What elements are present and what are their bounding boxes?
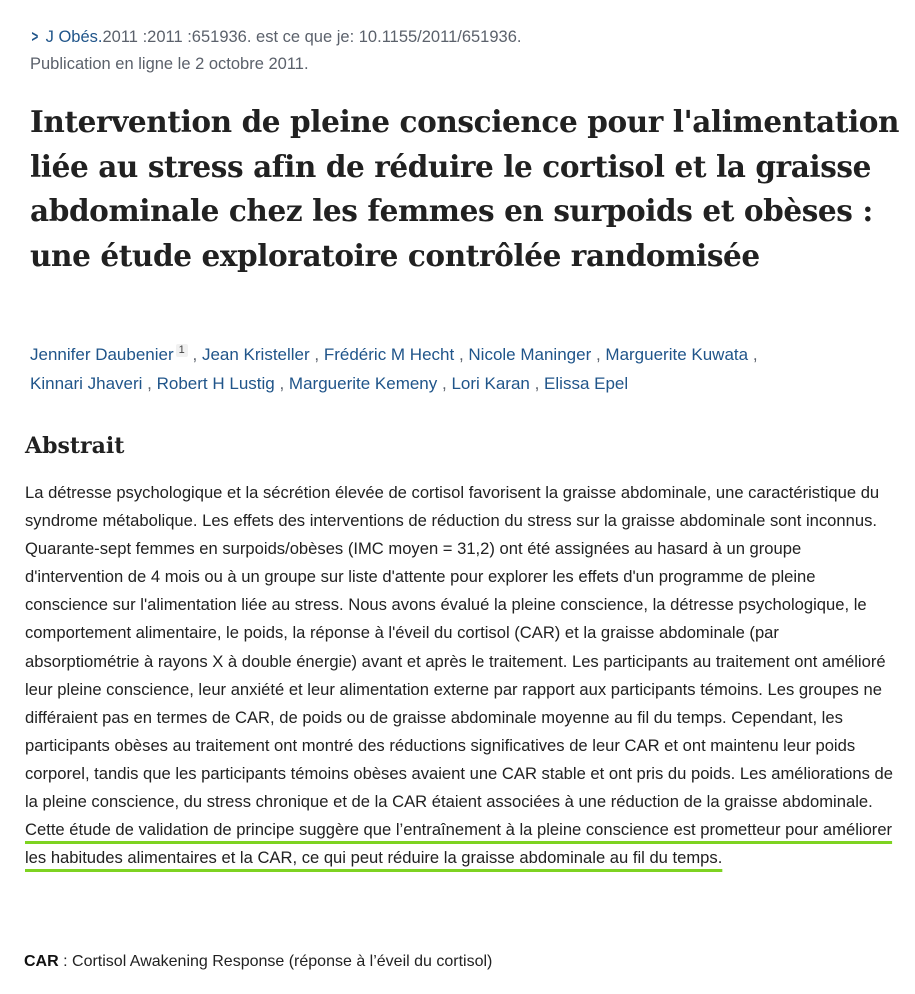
affiliation-marker[interactable]: 1: [176, 344, 188, 357]
author-link[interactable]: Frédéric M Hecht: [323, 345, 455, 364]
author-link[interactable]: Elissa Epel: [544, 374, 629, 393]
abstract-heading: Abstrait: [25, 433, 125, 459]
author-link[interactable]: Robert H Lustig: [156, 374, 275, 393]
author-list: [30, 340, 900, 398]
author-separator: ,: [187, 345, 202, 364]
author-link[interactable]: Jean Kristeller: [201, 345, 310, 364]
article-title: Intervention de pleine conscience pour l'alimentation liée au stress afin de réduire le cortisol et la graisse abdominale chez les femmes en surpoids et obèses : une étude exploratoire contrôlée randomisée: [30, 104, 900, 273]
highlighted-conclusion: Cette étude de validation de principe suggère que l’entraînement à la pleine conscience est prometteur pour améliorer les habitudes alimentaires et la CAR, ce qui peut réduire la graisse abdominale au fil du temps.: [25, 820, 893, 868]
publication-date: Publication en ligne le 2 octobre 2011.: [30, 55, 309, 73]
author-separator: ,: [454, 345, 469, 364]
author-link[interactable]: Jennifer Daubenier: [30, 345, 174, 364]
author-link[interactable]: Lori Karan: [451, 374, 530, 393]
author-separator: ,: [274, 374, 289, 393]
footnote: [24, 950, 492, 974]
author-link[interactable]: Marguerite Kemeny: [288, 374, 438, 393]
author-separator: ,: [529, 374, 545, 393]
author-separator: ,: [591, 345, 606, 364]
chevron-right-icon[interactable]: >: [31, 28, 39, 46]
author-link[interactable]: Nicole Maninger: [468, 345, 592, 364]
author-separator: ,: [748, 345, 758, 364]
author-separator: ,: [437, 374, 452, 393]
journal-link[interactable]: J Obés.: [45, 28, 103, 46]
abstract-main-text: La détresse psychologique et la sécrétion élevée de cortisol favorisent la graisse abdominale, une caractéristique du syndrome métabolique. Les effets des interventions de réduction du stress sur la graisse abdominale sont inconnus. Quarante-sept femmes en surpoids/obèses (IMC moyen = 31,2) ont été assignées au hasard à un groupe d'intervention de 4 mois ou à un groupe sur liste d'attente pour explorer les effets d'un programme de pleine conscience sur l'alimentation liée au stress. Nous avons évalué la pleine conscience, la détresse psychologique, le comportement alimentaire, le poids, la réponse à l'éveil du cortisol (CAR) et la graisse abdominale (par absorptiométrie à rayons X à double énergie) avant et après le traitement. Les participants au traitement ont amélioré leur pleine conscience, leur anxiété et leur alimentation externe par rapport aux participants témoins. Les groupes ne différaient pas en termes de CAR, de poids ou de graisse abdominale moyenne au fil du temps. Cependant, les participants obèses au traitement ont montré des réductions significatives de leur CAR et ont maintenu leur poids corporel, tandis que les participants témoins obèses avaient une CAR stable et ont pris du poids. Les améliorations de la pleine conscience, du stress chronique et de la CAR étaient associées à une réduction de la graisse abdominale.: [25, 483, 893, 812]
author-separator: ,: [142, 374, 157, 393]
footnote-term: CAR: [24, 953, 59, 970]
citation-reference: 2011 :2011 :651936. est ce que je: 10.1155/2011/651936.: [102, 28, 522, 46]
citation: [30, 24, 900, 78]
author-link[interactable]: Kinnari Jhaveri: [30, 374, 143, 393]
author-link[interactable]: Marguerite Kuwata: [605, 345, 749, 364]
abstract-text: [25, 479, 895, 872]
author-separator: ,: [309, 345, 324, 364]
footnote-definition: : Cortisol Awakening Response (réponse à l’éveil du cortisol): [58, 953, 493, 970]
